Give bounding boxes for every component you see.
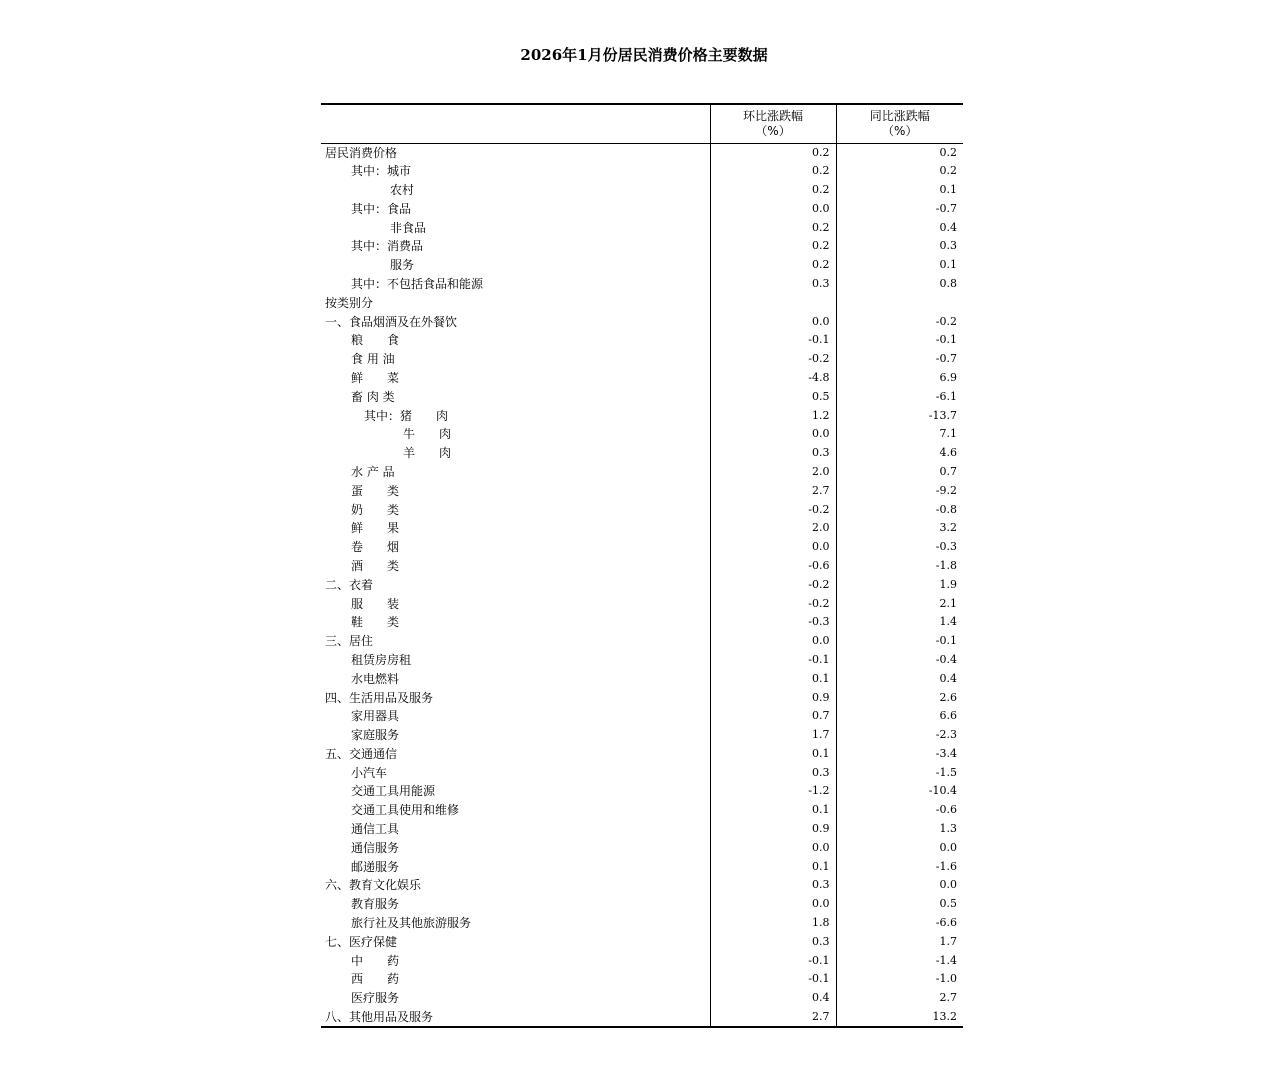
row-yoy-value: -1.0: [836, 970, 963, 989]
row-mom-value: 2.7: [710, 1008, 836, 1027]
row-category-label: 服 装: [351, 596, 400, 611]
row-mom-value: -0.1: [710, 651, 836, 670]
row-mom-value: 0.7: [710, 707, 836, 726]
row-mom-value: [710, 293, 836, 312]
table-row: [321, 1008, 963, 1027]
row-category-label: 奶 类: [351, 502, 400, 517]
row-yoy-value: 0.8: [836, 275, 963, 294]
row-category-label: 农村: [390, 182, 415, 197]
table-row: [321, 763, 963, 782]
row-category-label: 酒 类: [351, 558, 400, 573]
row-mom-value: 0.3: [710, 932, 836, 951]
row-yoy-value: 1.7: [836, 932, 963, 951]
row-category-label: 七、医疗保健: [325, 934, 398, 949]
row-yoy-value: -9.2: [836, 481, 963, 500]
row-yoy-value: -3.4: [836, 745, 963, 764]
header-row: [321, 104, 963, 143]
row-mom-value: 0.5: [710, 387, 836, 406]
row-yoy-value: 0.3: [836, 237, 963, 256]
table-row: [321, 895, 963, 914]
row-category-label: 其中：不包括食品和能源: [351, 276, 484, 291]
row-category-label: 通信工具: [351, 822, 400, 837]
row-mom-value: 0.0: [710, 425, 836, 444]
header-yoy-label: 同比涨跌幅: [869, 108, 930, 123]
row-yoy-value: -0.7: [836, 199, 963, 218]
row-yoy-value: 0.2: [836, 143, 963, 162]
header-yoy-unit: （%）: [882, 123, 918, 138]
row-mom-value: 0.3: [710, 444, 836, 463]
row-yoy-value: 0.4: [836, 218, 963, 237]
table-row: [321, 199, 963, 218]
table-row: [321, 688, 963, 707]
row-yoy-value: [836, 293, 963, 312]
row-mom-value: -0.2: [710, 575, 836, 594]
row-yoy-value: 1.4: [836, 613, 963, 632]
table-row: [321, 500, 963, 519]
row-yoy-value: -1.5: [836, 763, 963, 782]
row-yoy-value: 2.6: [836, 688, 963, 707]
row-category-label: 食 用 油: [351, 352, 395, 367]
row-mom-value: 2.0: [710, 463, 836, 482]
table-row: [321, 801, 963, 820]
table-row: [321, 632, 963, 651]
table-row: [321, 256, 963, 275]
row-category-label: 家庭服务: [351, 728, 400, 743]
row-mom-value: 0.0: [710, 838, 836, 857]
table-row: [321, 932, 963, 951]
table-row: [321, 557, 963, 576]
row-category-label: 服务: [390, 258, 415, 273]
row-category-label: 一、食品烟酒及在外餐饮: [325, 314, 458, 329]
row-mom-value: -0.1: [710, 970, 836, 989]
row-yoy-value: -1.4: [836, 951, 963, 970]
row-category-label: 居民消费价格: [325, 145, 398, 160]
table-row: [321, 181, 963, 200]
row-yoy-value: 0.7: [836, 463, 963, 482]
row-category-label: 卷 烟: [351, 540, 400, 555]
row-category-label: 西 药: [351, 972, 400, 987]
row-category-label: 二、衣着: [325, 577, 374, 592]
row-mom-value: -0.3: [710, 613, 836, 632]
table-row: [321, 970, 963, 989]
row-category-label: 其中：消费品: [351, 239, 424, 254]
row-mom-value: 0.2: [710, 237, 836, 256]
table-row: [321, 275, 963, 294]
row-mom-value: -1.2: [710, 782, 836, 801]
row-category-label: 邮递服务: [351, 859, 400, 874]
row-category-label: 按类别分: [325, 295, 374, 310]
row-yoy-value: -0.4: [836, 651, 963, 670]
header-yoy-cell: [836, 104, 963, 143]
row-mom-value: 0.1: [710, 801, 836, 820]
row-mom-value: 0.2: [710, 181, 836, 200]
table-body: [321, 143, 963, 1027]
table-row: [321, 538, 963, 557]
row-mom-value: 0.2: [710, 143, 836, 162]
table-row: [321, 369, 963, 388]
row-yoy-value: 0.1: [836, 256, 963, 275]
table-row: [321, 293, 963, 312]
row-category-label: 教育服务: [351, 897, 400, 912]
row-category-label: 其中：城市: [351, 164, 412, 179]
row-mom-value: 0.0: [710, 895, 836, 914]
row-yoy-value: -0.1: [836, 331, 963, 350]
table-row: [321, 707, 963, 726]
table-row: [321, 481, 963, 500]
row-category-label: 通信服务: [351, 840, 400, 855]
row-category-label: 其中：食品: [351, 201, 412, 216]
table-row: [321, 857, 963, 876]
row-category-label: 医疗服务: [351, 991, 400, 1006]
table-row: [321, 782, 963, 801]
row-mom-value: 0.1: [710, 745, 836, 764]
row-yoy-value: 0.1: [836, 181, 963, 200]
row-mom-value: 0.4: [710, 989, 836, 1008]
row-mom-value: 0.9: [710, 820, 836, 839]
row-mom-value: 0.0: [710, 199, 836, 218]
row-yoy-value: 6.6: [836, 707, 963, 726]
table-row: [321, 444, 963, 463]
header-mom-label: 环比涨跌幅: [742, 108, 803, 123]
table-row: [321, 651, 963, 670]
table-row: [321, 218, 963, 237]
row-yoy-value: -13.7: [836, 406, 963, 425]
table-row: [321, 838, 963, 857]
document-title: 2026年1月份居民消费价格主要数据: [520, 46, 768, 64]
table-row: [321, 519, 963, 538]
row-category-label: 五、交通通信: [325, 746, 398, 761]
row-category-label: 旅行社及其他旅游服务: [351, 916, 472, 931]
row-category-label: 中 药: [351, 953, 400, 968]
row-yoy-value: 2.7: [836, 989, 963, 1008]
row-mom-value: -0.2: [710, 350, 836, 369]
row-yoy-value: -2.3: [836, 726, 963, 745]
table-row: [321, 669, 963, 688]
row-yoy-value: -1.8: [836, 557, 963, 576]
row-mom-value: 1.8: [710, 914, 836, 933]
row-mom-value: -0.6: [710, 557, 836, 576]
row-category-label: 鲜 果: [351, 521, 400, 536]
table-row: [321, 745, 963, 764]
row-category-label: 六、教育文化娱乐: [325, 878, 422, 893]
row-yoy-value: 13.2: [836, 1008, 963, 1027]
row-yoy-value: 0.5: [836, 895, 963, 914]
row-yoy-value: 7.1: [836, 425, 963, 444]
row-yoy-value: 6.9: [836, 369, 963, 388]
row-mom-value: 2.7: [710, 481, 836, 500]
row-category-label: 非食品: [390, 220, 427, 235]
table-row: [321, 989, 963, 1008]
row-yoy-value: -10.4: [836, 782, 963, 801]
table-row: [321, 406, 963, 425]
row-yoy-value: -0.3: [836, 538, 963, 557]
row-mom-value: 0.2: [710, 162, 836, 181]
row-yoy-value: 1.3: [836, 820, 963, 839]
row-category-label: 蛋 类: [351, 483, 400, 498]
row-yoy-value: -0.1: [836, 632, 963, 651]
table-row: [321, 820, 963, 839]
row-yoy-value: 4.6: [836, 444, 963, 463]
row-category-label: 水电燃料: [351, 671, 400, 686]
row-mom-value: 0.0: [710, 312, 836, 331]
row-category-label: 租赁房房租: [351, 652, 412, 667]
row-mom-value: 0.3: [710, 763, 836, 782]
row-mom-value: 2.0: [710, 519, 836, 538]
header-mom-unit: （%）: [755, 123, 791, 138]
row-category-label: 粮 食: [351, 333, 400, 348]
table-row: [321, 575, 963, 594]
table-row: [321, 726, 963, 745]
row-mom-value: 0.3: [710, 275, 836, 294]
row-mom-value: 0.1: [710, 669, 836, 688]
table-row: [321, 387, 963, 406]
table-row: [321, 914, 963, 933]
row-yoy-value: -1.6: [836, 857, 963, 876]
table-row: [321, 237, 963, 256]
row-category-label: 水 产 品: [351, 464, 395, 479]
row-category-label: 畜 肉 类: [351, 389, 395, 404]
row-category-label: 三、居住: [325, 634, 374, 649]
row-category-label: 小汽车: [351, 765, 388, 780]
row-mom-value: -0.2: [710, 500, 836, 519]
row-mom-value: 1.2: [710, 406, 836, 425]
row-category-label: 八、其他用品及服务: [321, 1008, 710, 1027]
row-mom-value: 0.2: [710, 256, 836, 275]
row-mom-value: -0.1: [710, 331, 836, 350]
row-yoy-value: -6.1: [836, 387, 963, 406]
row-mom-value: 0.0: [710, 538, 836, 557]
table-row: [321, 143, 963, 162]
row-mom-value: 0.2: [710, 218, 836, 237]
row-category-label: 家用器具: [351, 709, 400, 724]
table-row: [321, 876, 963, 895]
row-category-label: 四、生活用品及服务: [325, 690, 434, 705]
table-row: [321, 951, 963, 970]
header-mom-cell: [710, 104, 836, 143]
row-category-label: 鞋 类: [351, 615, 400, 630]
cpi-table: [321, 103, 963, 1028]
header-category-cell: [321, 104, 710, 143]
table-row: [321, 331, 963, 350]
row-yoy-value: -0.7: [836, 350, 963, 369]
table-row: [321, 594, 963, 613]
row-yoy-value: -0.2: [836, 312, 963, 331]
table-row: [321, 350, 963, 369]
table-row: [321, 312, 963, 331]
table-header: [321, 104, 963, 143]
row-yoy-value: 0.0: [836, 838, 963, 857]
row-mom-value: 0.1: [710, 857, 836, 876]
row-yoy-value: -0.6: [836, 801, 963, 820]
row-category-label: 牛 肉: [403, 427, 452, 442]
row-category-label: 鲜 菜: [351, 370, 400, 385]
row-mom-value: 0.0: [710, 632, 836, 651]
row-yoy-value: 2.1: [836, 594, 963, 613]
row-mom-value: 0.3: [710, 876, 836, 895]
row-category-label: 交通工具使用和维修: [351, 803, 460, 818]
row-yoy-value: 0.2: [836, 162, 963, 181]
table-row: [321, 162, 963, 181]
row-yoy-value: -0.8: [836, 500, 963, 519]
row-category-label: 羊 肉: [403, 446, 452, 461]
table-row: [321, 463, 963, 482]
row-yoy-value: 3.2: [836, 519, 963, 538]
row-yoy-value: 0.4: [836, 669, 963, 688]
table-row: [321, 613, 963, 632]
row-mom-value: -4.8: [710, 369, 836, 388]
row-yoy-value: -6.6: [836, 914, 963, 933]
row-yoy-value: 1.9: [836, 575, 963, 594]
row-mom-value: -0.1: [710, 951, 836, 970]
row-mom-value: -0.2: [710, 594, 836, 613]
row-category-label: 其中：猪 肉: [364, 408, 449, 423]
row-mom-value: 0.9: [710, 688, 836, 707]
row-yoy-value: 0.0: [836, 876, 963, 895]
row-mom-value: 1.7: [710, 726, 836, 745]
table-row: [321, 425, 963, 444]
row-category-label: 交通工具用能源: [351, 784, 436, 799]
